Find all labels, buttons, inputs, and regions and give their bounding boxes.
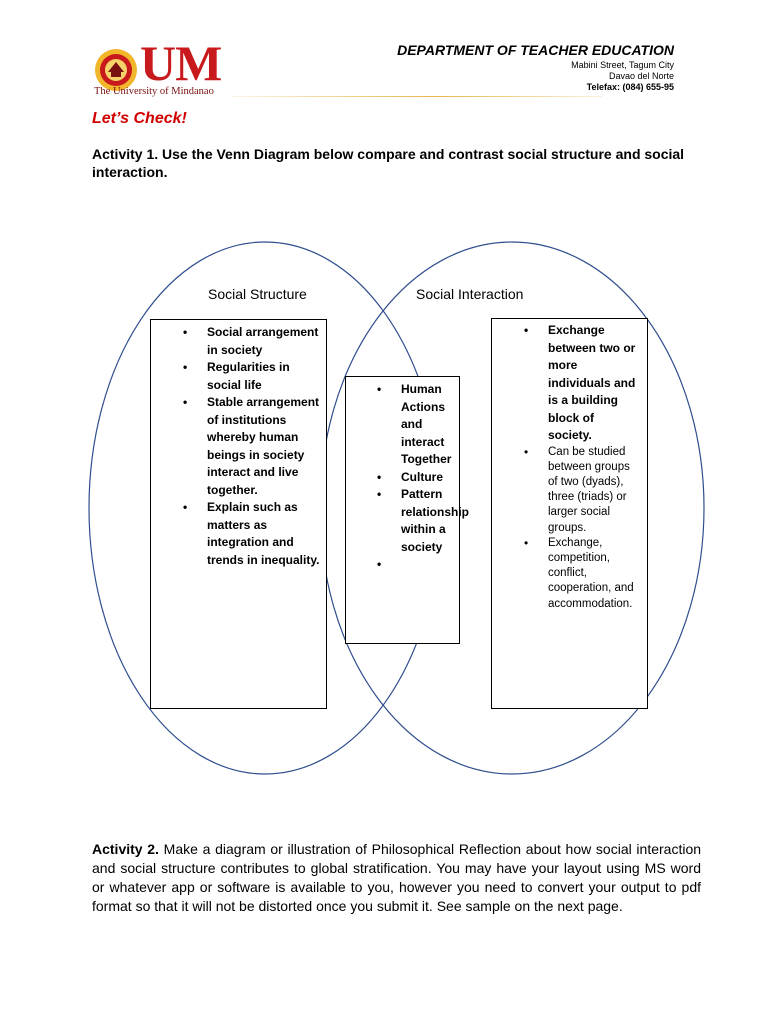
list-item: • Exchange, competition, conflict, cooperation, and accommodation.: [548, 536, 641, 612]
list-item: • Explain such as matters as integration and trends in inequality.: [207, 499, 320, 569]
address-province: Davao del Norte: [608, 71, 674, 81]
department-title: DEPARTMENT OF TEACHER EDUCATION: [397, 42, 674, 58]
list-item: • Human Actions and interact Together: [401, 381, 455, 469]
list-item: • Can be studied between groups of two (dyads), three (triads) or larger social groups.: [548, 445, 641, 536]
social-interaction-label: Social Interaction: [416, 286, 524, 302]
activity2-paragraph: [92, 840, 701, 916]
list-item: • Exchange between two or more individuals and is a building block of society.: [548, 322, 641, 445]
activity1-instruction: Activity 1. Use the Venn Diagram below compare and contrast social structure and social interaction.: [92, 146, 685, 180]
social-structure-label: Social Structure: [208, 286, 307, 302]
list-item: • Culture: [401, 469, 455, 487]
lets-check-heading: Let’s Check!: [92, 110, 187, 127]
address-street: Mabini Street, Tagum City: [571, 60, 674, 70]
logo-subtitle: The University of Mindanao: [94, 86, 214, 97]
overlap-box: [345, 376, 470, 644]
activity2-text: Make a diagram or illustration of Philosophical Reflection about how social interaction and social structure contributes to global stratification. You may have your layout using MS word or whatever app or software is available to you, however you need to convert your output to pdf format so that it will not be distorted once you submit it. See sample on the next page.: [92, 841, 702, 914]
address-telefax: Telefax: (084) 655-95: [586, 82, 674, 92]
list-item: • Pattern relationship within a society: [401, 486, 455, 556]
activity2-label: Activity 2.: [92, 841, 159, 857]
list-item: • Regularities in social life: [207, 359, 320, 394]
social-interaction-box: [491, 318, 648, 709]
social-structure-box: [150, 319, 327, 709]
empty-list-item: [401, 556, 455, 574]
list-item: • Social arrangement in society: [207, 324, 320, 359]
list-item: • Stable arrangement of institutions whereby human beings in society interact and live together.: [207, 394, 320, 499]
logo-wordmark: UM: [140, 35, 222, 91]
